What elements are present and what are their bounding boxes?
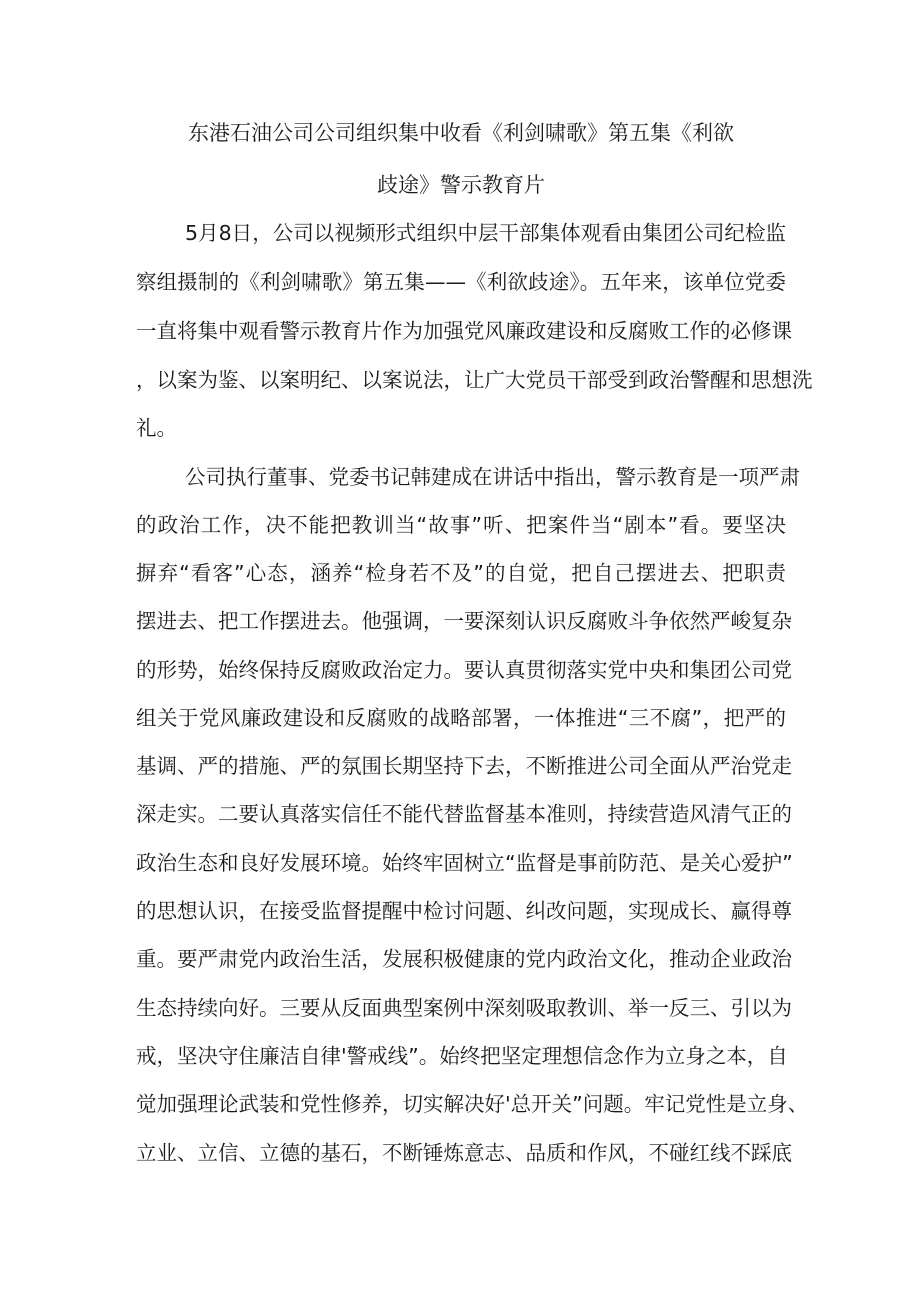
paragraph-2-line-13: 戒，坚决守住廉洁自律'警戒线”。始终把坚定理想信念作为立身之本，自 (136, 1044, 788, 1068)
paragraph-2-line-11: 重。要严肃党内政治生活，发展积极健康的党内政治文化，推动企业政治 (136, 947, 792, 971)
paragraph-2-line-9: 政治生态和良好发展环境。始终牢固树立“监督是事前防范、是关心爱护” (136, 851, 793, 875)
paragraph-2-line-7: 基调、严的措施、严的氛围长期坚持下去，不断推进公司全面从严治党走 (136, 754, 792, 778)
paragraph-1-line-2: 察组摄制的《利剑啸歌》第五集——《利欲歧途》。五年来，该单位党委 (136, 270, 786, 294)
paragraph-2-line-6: 组关于党风廉政建设和反腐败的战略部署，一体推进“三不腐”，把严的 (136, 706, 786, 730)
paragraph-2-line-5: 的形势，始终保持反腐败政治定力。要认真贯彻落实党中央和集团公司党 (136, 658, 792, 682)
paragraph-2-line-1: 公司执行董事、党委书记韩建成在讲话中指出，警示教育是一项严肃 (185, 465, 800, 489)
paragraph-2-line-3: 摒弃“看客”心态，涵养“检身若不及”的自觉，把自己摆进去、把职责 (136, 561, 786, 585)
paragraph-2-line-10: 的思想认识，在接受监督提醒中检讨问题、纠改问题，实现成长、赢得尊 (136, 899, 792, 923)
paragraph-2-line-8: 深走实。二要认真落实信任不能代替监督基本准则，持续营造风清气正的 (136, 802, 792, 826)
paragraph-2-line-15: 立业、立信、立德的基石，不断锤炼意志、品质和作风，不碰红线不踩底 (136, 1141, 792, 1165)
document-title-line-2: 歧途》警示教育片 (377, 173, 545, 197)
document-title-line-1: 东港石油公司公司组织集中收看《利剑啸歌》第五集《利欲 (188, 121, 734, 145)
paragraph-1-line-1: 5月8日，公司以视频形式组织中层干部集体观看由集团公司纪检监 (185, 221, 786, 245)
paragraph-1-line-3: 一直将集中观看警示教育片作为加强党风廉政建设和反腐败工作的必修课 (136, 319, 792, 343)
paragraph-2-line-2: 的政治工作，决不能把教训当“故事”听、把案件当“剧本”看。要坚决 (136, 513, 786, 537)
paragraph-1-line-5: 礼。 (136, 416, 177, 440)
paragraph-2-line-12: 生态持续向好。三要从反面典型案例中深刻吸取教训、举一反三、引以为 (136, 996, 792, 1020)
paragraph-2-line-4: 摆进去、把工作摆进去。他强调，一要深刻认识反腐败斗争依然严峻复杂 (136, 609, 792, 633)
paragraph-2-line-14: 觉加强理论武装和党性修养，切实解决好'总开关”问题。牢记党性是立身、 (136, 1092, 809, 1116)
paragraph-1-line-4: ，以案为鉴、以案明纪、以案说法，让广大党员干部受到政治警醒和思想洗 (136, 368, 813, 392)
